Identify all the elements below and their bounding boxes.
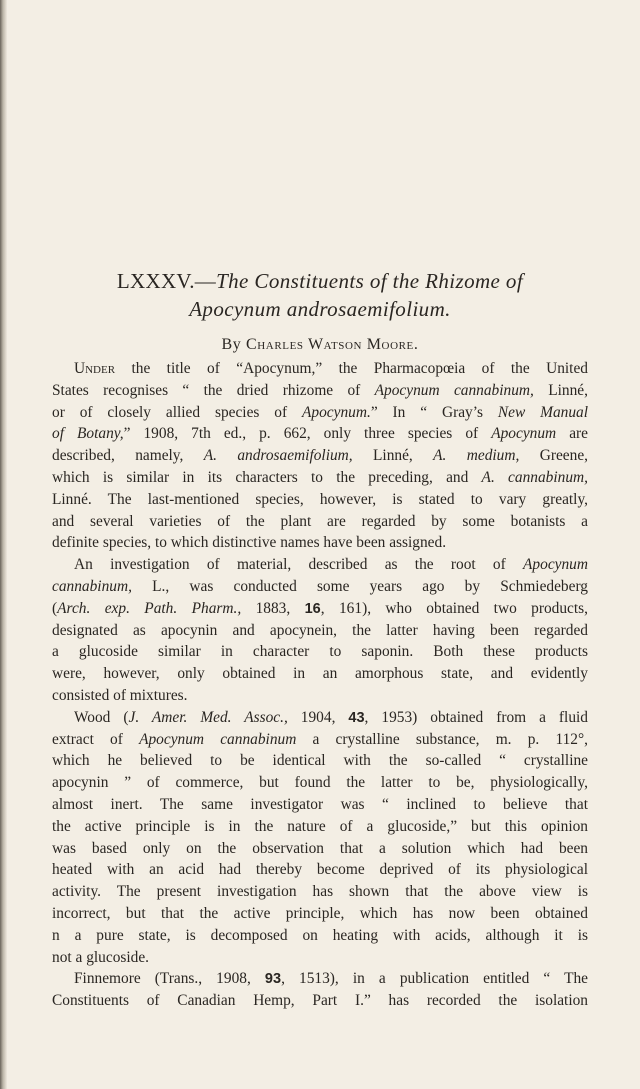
text-run: Linné. The last-mentioned species, however, is stated to vary greatly, [52,490,588,508]
text-run: incorrect, but that the active principle, which has now been obtained [52,904,588,922]
body-line [52,750,588,772]
text-run: are [556,425,588,443]
text-run: States recognises “ the dried rhizome of [52,381,375,399]
text-run: consisted of mixtures. [52,686,188,704]
text-run: Wood ( [74,708,129,726]
text-run: were, however, only obtained in an amorphous state, and evidently [52,665,588,683]
text-run: or of closely allied species of [52,403,302,421]
text-run: almost inert. The same investigator was “ inclined to believe that [52,795,588,813]
italic-run: Apocynum [523,556,588,574]
italic-run: A. cannabinum, [481,468,588,486]
text-run: the active principle is in the nature of a glucoside,” but this opinion [52,817,588,835]
byline [40,336,600,354]
volume-number: 93 [264,971,282,988]
body-line [52,445,588,467]
text-run: An investigation of material, described as the root of [74,556,524,574]
text-run: which is similar in its characters to the preceding, and [52,468,482,486]
body-line [52,772,588,794]
text-run: not a glucoside. [52,948,150,966]
text-run: a glucoside similar in character to saponin. Both these products [52,643,588,661]
body-line [52,859,588,881]
title-dash: — [194,269,217,293]
body-line [52,641,588,663]
article-title-line-1 [40,268,600,294]
text-run: was based only on the observation that a solution which had been [52,839,588,857]
text-run: and several varieties of the plant are regarded by some botanists a [52,512,588,530]
text-run: Greene, [519,447,588,465]
byline-by: By [221,336,242,353]
article-title-part-2: Apocynum androsaemifolium. [189,297,451,321]
text-run: apocynin ” of commerce, but found the latter to be, physiologically, [52,774,588,792]
italic-run: Apocynum [491,425,557,443]
body-line [52,794,588,816]
text-run: , 161), who obtained two products, [320,599,589,617]
italic-run: of Botany, [52,425,124,443]
body-line [52,423,588,445]
body-line [52,489,588,511]
body-line [52,685,588,707]
body-line [52,358,588,380]
text-run: 1883, [241,599,305,617]
body-line [52,903,588,925]
text-run: , 1953) obtained from a fluid [364,708,588,726]
text-run: 1904, [287,708,349,726]
text-run: L., was conducted some years ago by Schmiedeberg [131,577,588,595]
italic-run: Arch. exp. Path. Pharm., [57,599,242,617]
article-number: LXXXV. [116,269,195,293]
body-line [52,532,588,554]
text-run: n a pure state, is decomposed on heating with acids, although it is [52,926,588,944]
body-line [52,881,588,903]
body-line [52,838,588,860]
text-run: described, namely, [52,447,204,465]
text-run: Linné, [533,381,588,399]
body-line [52,380,588,402]
text-run: Constituents of Canadian Hemp, Part I.” has recorded the isolation [52,992,588,1010]
text-run: , 1513), in a publication entitled “ The [281,970,588,988]
text-run: ” In “ Gray’s [370,403,498,421]
opening-word: Under [74,360,116,377]
text-run: which he believed to be identical with the so-called “ crystalline [52,752,588,770]
body-line [52,729,588,751]
italic-run: New Manual [497,403,588,421]
text-run: Linné, [352,447,434,465]
body-line [52,990,588,1012]
body-line [52,576,588,598]
italic-run: Apocynum cannabinum [139,730,297,748]
italic-run: J. Amer. Med. Assoc., [128,708,288,726]
italic-run: cannabinum, [52,577,132,595]
article-body [52,358,588,1012]
body-line [52,707,588,729]
text-run: heated with an acid had thereby become deprived of its physiological [52,861,588,879]
article-title-line-2 [40,296,600,322]
body-line [52,598,588,620]
text-run: designated as apocynin and apocynein, the latter having been regarded [52,621,588,639]
article-title-part-1: The Constituents of the Rhizome of [216,269,524,293]
body-line [52,663,588,685]
text-run: the title of “Apocynum,” the Pharmacopœia of the United [115,360,588,377]
text-run: ” 1908, 7th ed., p. 662, only three species of [123,425,492,443]
author-name: Charles Watson Moore. [245,336,419,353]
body-line [52,554,588,576]
page-binding-edge [0,0,7,1089]
text-run: definite species, to which distinctive names have been assigned. [52,534,447,552]
text-run: ( [52,599,58,617]
body-line [52,925,588,947]
volume-number: 16 [304,600,321,617]
volume-number: 43 [348,709,365,726]
body-line [52,816,588,838]
body-line [52,511,588,533]
italic-run: A. androsaemifolium, [203,447,353,465]
body-line [52,947,588,969]
body-line [52,968,588,990]
text-run: a crystalline substance, m. p. 112°, [296,730,588,748]
italic-run: A. medium, [433,447,520,465]
body-line [52,402,588,424]
italic-run: Apocynum. [302,403,371,421]
text-run: Finnemore (Trans., 1908, [74,970,265,988]
text-run: extract of [52,730,140,748]
body-line [52,620,588,642]
body-line [52,467,588,489]
text-run: activity. The present investigation has shown that the above view is [52,883,588,901]
italic-run: Apocynum cannabinum, [374,381,534,399]
